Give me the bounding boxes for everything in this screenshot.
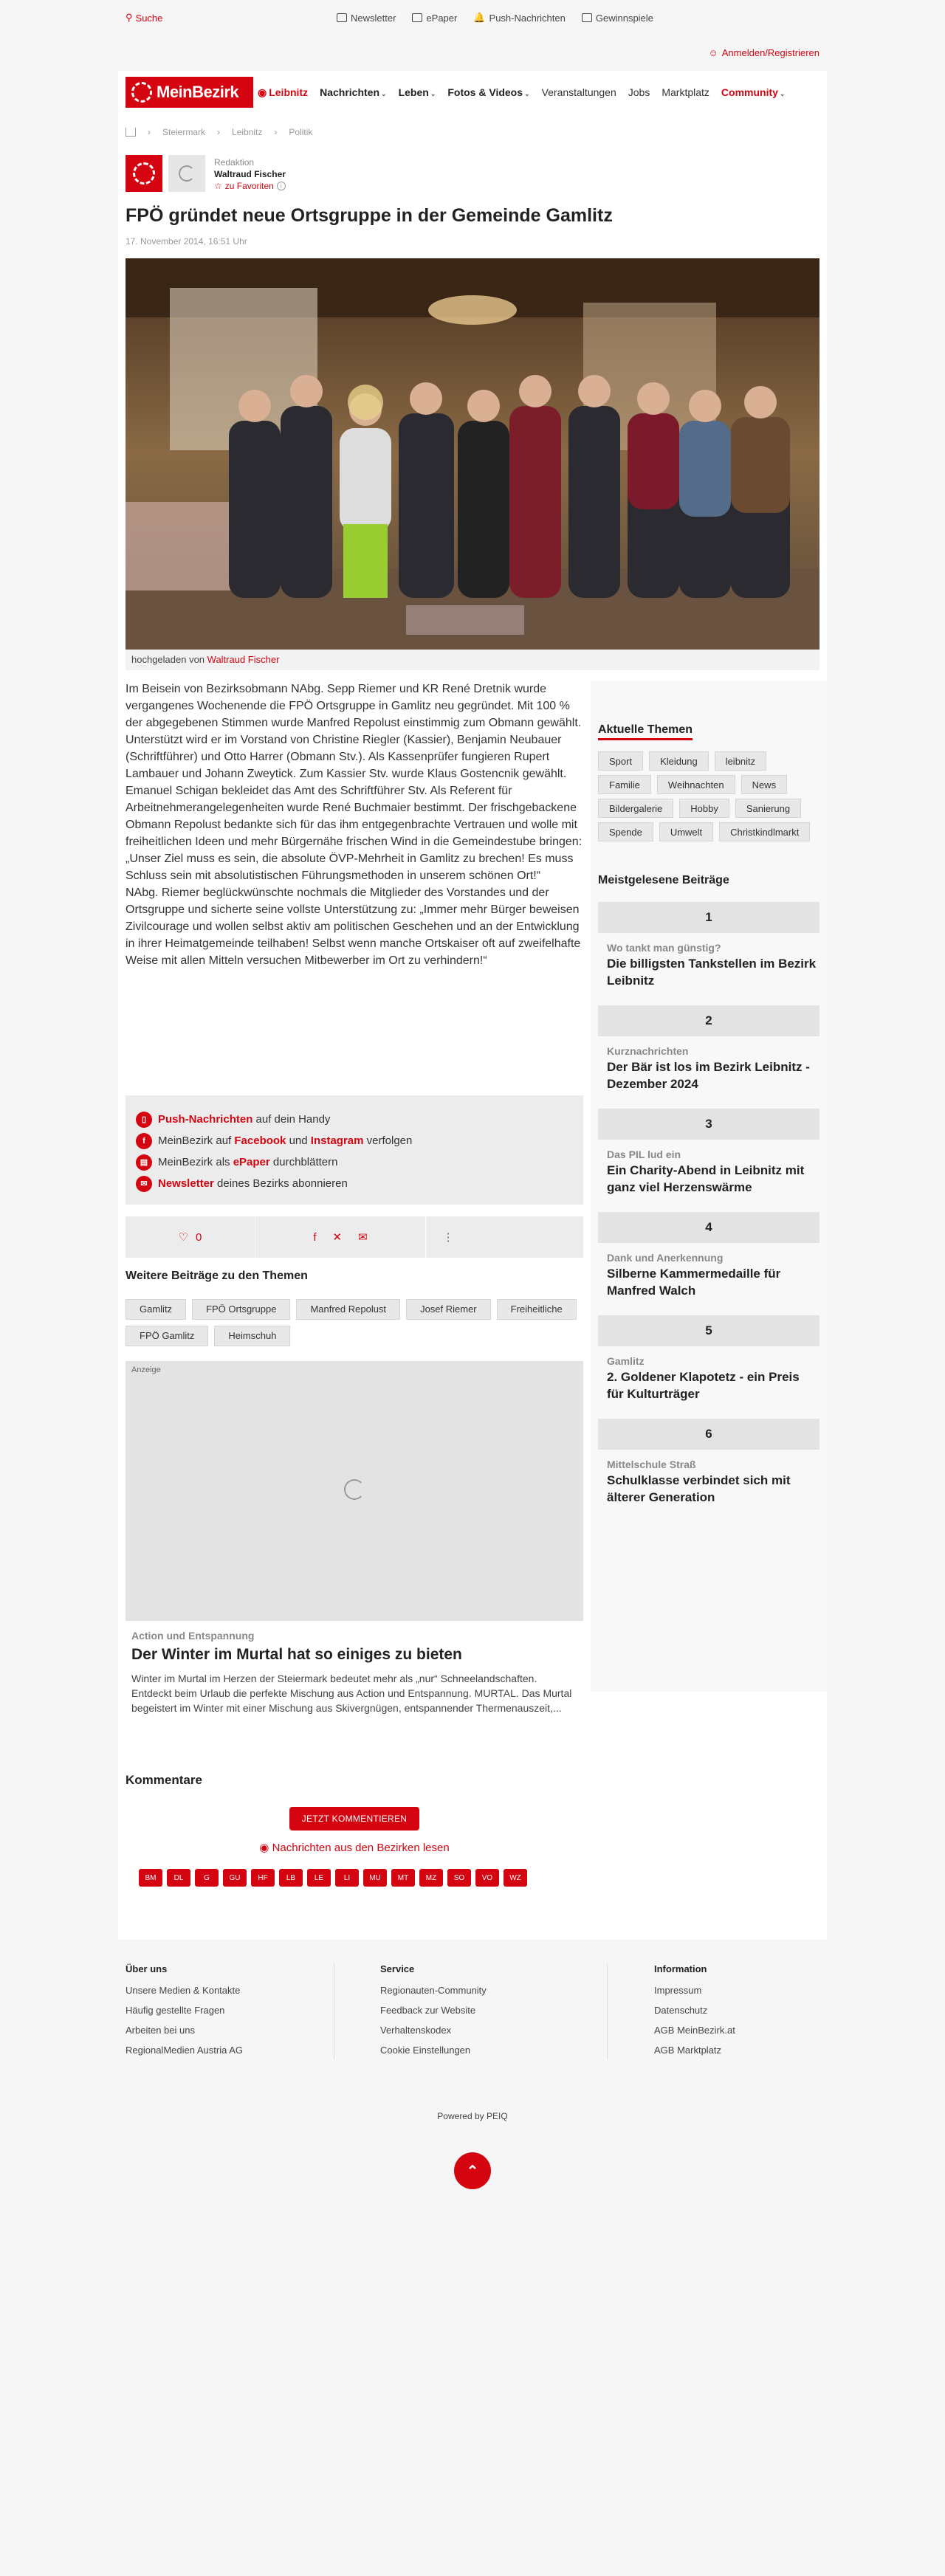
rank-title: Ein Charity-Abend in Leibnitz mit ganz viel Herzenswärme [607,1163,805,1194]
author-role: Redaktion [214,157,255,168]
logo-mark-icon [131,82,152,103]
footer-col-about [126,1963,347,2064]
epaper-link[interactable]: ePaper [412,12,457,24]
publisher-avatar[interactable] [126,155,162,192]
main-nav [118,71,827,114]
most-read-item[interactable] [598,1315,819,1402]
district-button[interactable]: WZ [504,1869,527,1887]
rank-kicker: Kurznachrichten [607,1045,689,1057]
footer-heading: Service [380,1963,415,1974]
district-button[interactable]: LE [307,1869,331,1887]
chevron-down-icon: ⌄ [430,90,436,97]
topic-tag[interactable]: Gamlitz [126,1299,186,1320]
nav-fotos[interactable]: Fotos & Videos ⌄ [447,86,530,98]
nav-nachrichten[interactable]: Nachrichten ⌄ [320,86,387,98]
topic-tag[interactable]: FPÖ Gamlitz [126,1326,208,1346]
like-button[interactable] [126,1216,255,1258]
ad-kicker: Action und Entspannung [131,1630,255,1642]
footer-link[interactable]: Arbeiten bei uns [126,2025,195,2036]
gewinnspiele-link[interactable]: Gewinnspiele [582,12,653,24]
comment-button[interactable]: JETZT KOMMENTIEREN [289,1807,419,1831]
rank-kicker: Dank und Anerkennung [607,1252,724,1264]
site-logo[interactable]: MeinBezirk [126,77,253,108]
push-link[interactable]: 🔔 Push-Nachrichten [473,12,566,24]
ad-label: Anzeige [131,1366,161,1374]
caption-author-link[interactable]: Waltraud Fischer [207,654,280,665]
rank-title: Die billigsten Tankstellen im Bezirk Leibnitz [607,957,817,988]
top-utility-bar [0,0,945,35]
group-photo [126,258,819,650]
social-bar [126,1216,583,1258]
district-buttons [139,1869,527,1887]
nav-veranstaltungen[interactable]: Veranstaltungen [541,86,616,98]
district-button[interactable]: HF [251,1869,275,1887]
district-button[interactable]: GU [223,1869,247,1887]
nav-jobs[interactable]: Jobs [628,86,650,98]
most-read-title: Meistgelesene Beiträge [598,874,729,886]
sidebar-topic-tags [598,751,819,841]
rank-number: 5 [598,1315,819,1346]
most-read-item[interactable] [598,1419,819,1506]
rank-kicker: Gamlitz [607,1355,645,1367]
sponsored-teaser[interactable] [126,1624,583,1746]
logo-mark-icon [133,162,155,185]
phone-icon: ▯ [136,1112,152,1128]
district-button[interactable]: SO [447,1869,471,1887]
footer-link[interactable]: Datenschutz [654,2005,708,2016]
sidebar-topic[interactable]: Spende [598,822,653,841]
district-button[interactable]: MU [363,1869,387,1887]
district-button[interactable]: MZ [419,1869,443,1887]
sidebar-topic[interactable]: leibnitz [715,751,766,771]
promo-epaper[interactable]: ▤ MeinBezirk als ePaper durchblättern [136,1151,573,1173]
rank-title: Schulklasse verbindet sich mit älterer Generation [607,1473,791,1504]
article-date: 17. November 2014, 16:51 Uhr [126,236,247,247]
loading-spinner-icon [344,1479,365,1500]
article-paragraph: Im Beisein von Bezirksobmann NAbg. Sepp Riemer und KR René Dretnik wurde vergangenes Wochenende die FPÖ Ortsgruppe in Gamlitz neu gegründet. Mit 100 % der abgegebenen Stimmen wurde Manfred Repolust einstimmig zum Obmann gewählt. Unterstützt wird er im Vorstand von Christine Riegler (Kassier), Benjamin Neubauer (Schriftführer) und Otto Harrer (Obmann Stv.). Als Kassenprüfer fungieren Rupert Lambauer und Johann Zweytick. Zum Kassier Stv. wurde Klaus Gostencnik gewählt. Emanuel Schigan bekleidet das Amt des Schriftführer Stv. Als Referent für Arbeitnehmerangelegenheiten wurde René Buchmaier bestimmt. Der frischgebackene Obmann Repolust bedankte sich für das ihm entgegenbrachte Vertrauen und wolle mit freiheitlichen Ideen und mehr Bürgernähe frischen Wind in die Gemeindestube bringen: „Unser Ziel muss es sein, die absolute ÖVP-Mehrheit in Gamlitz zu brechen! Es muss Schluss sein mit absolutistischen Führungsmethoden in unserem schönen Ort!“ [126,683,583,882]
footer-link[interactable]: Impressum [654,1985,702,1996]
location-pin-icon: ◉ [259,1842,269,1854]
share-group [255,1216,425,1258]
most-read-item[interactable] [598,1109,819,1196]
mail-share-icon[interactable]: ✉ [358,1231,368,1244]
topics-title: Aktuelle Themen [598,723,693,740]
bell-icon: 🔔 [473,12,486,23]
rank-number: 1 [598,902,819,933]
facebook-share-icon[interactable]: f [313,1230,317,1244]
rank-title: Der Bär ist los im Bezirk Leibnitz - Dezember 2024 [607,1060,810,1091]
article-hero-image[interactable] [126,258,819,650]
footer-link[interactable]: AGB MeinBezirk.at [654,2025,735,2036]
chevron-down-icon: ⌄ [381,90,387,97]
sidebar-topic[interactable]: Weihnachten [657,775,735,794]
footer-link[interactable]: Regionauten-Community [380,1985,487,1996]
rank-kicker: Mittelschule Straß [607,1459,696,1470]
powered-by[interactable]: Powered by PEIQ [437,2111,508,2121]
more-options-icon[interactable]: ⋮ [442,1231,454,1244]
comments-title: Kommentare [126,1773,202,1787]
double-chevron-up-icon: ⌃ [466,2163,479,2180]
topic-tag[interactable]: Freiheitliche [497,1299,577,1320]
nav-leben[interactable]: Leben ⌄ [398,86,436,98]
sidebar-topic[interactable]: News [741,775,788,794]
nav-marktplatz[interactable]: Marktplatz [662,86,709,98]
article-paragraph: NAbg. Riemer beglückwünschte nochmals die Mitglieder des Vorstandes und der Ortsgruppe und sicherte seine vollste Unterstützung zu: „Immer mehr Bürger beweisen Zivilcourage und wollen selbst aktiv am politischen Geschehen und an der Entwicklung in ihrer Heimatgemeinde teilhaben! Selbst wenn manche Ortskaiser oft auf zweifelhafte Weise mit allen Mitteln versuchen Mitbewerber im Ort zu verhindern!“ [126,886,581,967]
search-link[interactable] [126,12,162,24]
mail-icon: ✉ [136,1176,152,1192]
sidebar-topic[interactable]: Familie [598,775,651,794]
search-icon: ⚲ [126,12,133,23]
rank-number: 6 [598,1419,819,1450]
chevron-down-icon: ⌄ [524,90,530,97]
rank-number: 4 [598,1212,819,1243]
more-articles-title: Weitere Beiträge zu den Themen [126,1270,308,1282]
district-button[interactable]: DL [167,1869,190,1887]
article-body [126,681,583,969]
footer-link[interactable]: Häufig gestellte Fragen [126,2005,225,2016]
chevron-down-icon: ⌄ [779,90,786,97]
login-link[interactable]: ☺ Anmelden/Registrieren [708,47,819,58]
user-icon: ☺ [708,47,718,58]
sidebar-topic[interactable]: Sport [598,751,643,771]
topic-tag[interactable]: Josef Riemer [406,1299,491,1320]
mail-icon [337,13,347,22]
topic-tag[interactable]: Manfred Repolust [296,1299,400,1320]
district-button[interactable]: LB [279,1869,303,1887]
rank-number: 2 [598,1005,819,1036]
like-count: 0 [196,1230,202,1244]
footer-link[interactable]: Cookie Einstellungen [380,2045,471,2056]
breadcrumb-politik[interactable]: Politik [289,127,313,137]
location-pin-icon: ◉ [258,86,267,98]
follow-promo-box [126,1095,583,1205]
article-page [118,114,827,1940]
heart-icon: ♡ [178,1231,189,1244]
footer-link[interactable]: Feedback zur Website [380,2005,476,2016]
sidebar-topic[interactable]: Bildergalerie [598,799,673,818]
topic-tags [126,1299,583,1346]
sidebar [591,681,827,1692]
loading-spinner-icon [179,165,195,182]
rank-number: 3 [598,1109,819,1140]
nav-community[interactable]: Community ⌄ [721,86,786,98]
district-button[interactable]: BM [139,1869,162,1887]
breadcrumb-steiermark[interactable]: Steiermark [162,127,206,137]
breadcrumb: › Steiermark › Leibnitz › Politik [126,127,312,137]
sidebar-topic[interactable]: Christkindlmarkt [719,822,810,841]
article-title: FPÖ gründet neue Ortsgruppe in der Gemeinde Gamlitz [126,205,613,226]
rank-kicker: Wo tankt man günstig? [607,942,721,954]
rank-title: Silberne Kammermedaille für Manfred Walch [607,1267,781,1298]
nav-location[interactable]: ◉ Leibnitz [258,86,309,98]
footer-heading: Information [654,1963,707,1974]
sidebar-topic[interactable]: Sanierung [735,799,801,818]
promo-social[interactable]: f MeinBezirk auf Facebook und Instagram verfolgen [136,1130,573,1151]
footer-link[interactable]: Verhaltenskodex [380,2025,452,2036]
info-icon[interactable]: i [277,182,286,190]
footer-link[interactable]: RegionalMedien Austria AG [126,2045,243,2056]
sidebar-topic[interactable]: Hobby [679,799,729,818]
most-read-item[interactable] [598,1005,819,1092]
districts-link[interactable]: ◉ Nachrichten aus den Bezirken lesen [259,1842,450,1854]
district-button[interactable]: VO [475,1869,499,1887]
sidebar-topic[interactable]: Kleidung [649,751,709,771]
footer-link[interactable]: AGB Marktplatz [654,2045,722,2056]
home-icon[interactable] [126,128,136,137]
newspaper-icon [412,13,422,22]
promo-push[interactable]: ▯ Push-Nachrichten auf dein Handy [136,1109,573,1130]
district-button[interactable]: LI [335,1869,359,1887]
district-button[interactable]: MT [391,1869,415,1887]
rank-title: 2. Goldener Klapotetz - ein Preis für Kulturträger [607,1370,800,1401]
gift-icon [582,13,592,22]
sidebar-topic[interactable]: Umwelt [659,822,713,841]
facebook-icon: f [136,1133,152,1149]
district-button[interactable]: G [195,1869,219,1887]
search-label: Suche [135,12,163,24]
author-box [126,155,286,192]
x-share-icon[interactable]: ✕ [332,1231,343,1244]
footer-col-info [654,1963,817,2064]
footer-col-service [380,1963,602,2064]
breadcrumb-leibnitz[interactable]: Leibnitz [232,127,263,137]
image-caption: hochgeladen von Waltraud Fischer [126,650,819,670]
star-icon: ☆ [214,181,222,191]
newsletter-link[interactable]: Newsletter [337,12,396,24]
most-read-item[interactable] [598,902,819,989]
scroll-to-top-button[interactable] [454,2152,491,2189]
topic-tag[interactable]: FPÖ Ortsgruppe [192,1299,290,1320]
promo-newsletter[interactable]: ✉ Newsletter deines Bezirks abonnieren [136,1173,573,1194]
newspaper-icon: ▤ [136,1154,152,1171]
add-favorite-button[interactable]: ☆ zu Favoriten i [214,180,286,192]
ad-teaser: Winter im Murtal im Herzen der Steiermark bedeutet mehr als „nur“ Schneelandschaften. Entdeckt beim Urlaub die perfekte Mischung aus Action und Entspannung. MURTAL. Das Murtal begeistert im Winter mit einer Mischung aus Skivergnügen, entspannender Thermenauszeit,... [131,1673,572,1714]
author-avatar[interactable] [168,155,205,192]
rank-kicker: Das PIL lud ein [607,1148,681,1160]
utility-links [337,12,653,24]
ad-image[interactable] [126,1361,583,1621]
ad-title: Der Winter im Murtal hat so einiges zu bieten [131,1646,462,1663]
footer-heading: Über uns [126,1963,168,1974]
footer-link[interactable]: Unsere Medien & Kontakte [126,1985,241,1996]
author-name[interactable]: Waltraud Fischer [214,169,286,179]
most-read-item[interactable] [598,1212,819,1299]
topic-tag[interactable]: Heimschuh [214,1326,290,1346]
